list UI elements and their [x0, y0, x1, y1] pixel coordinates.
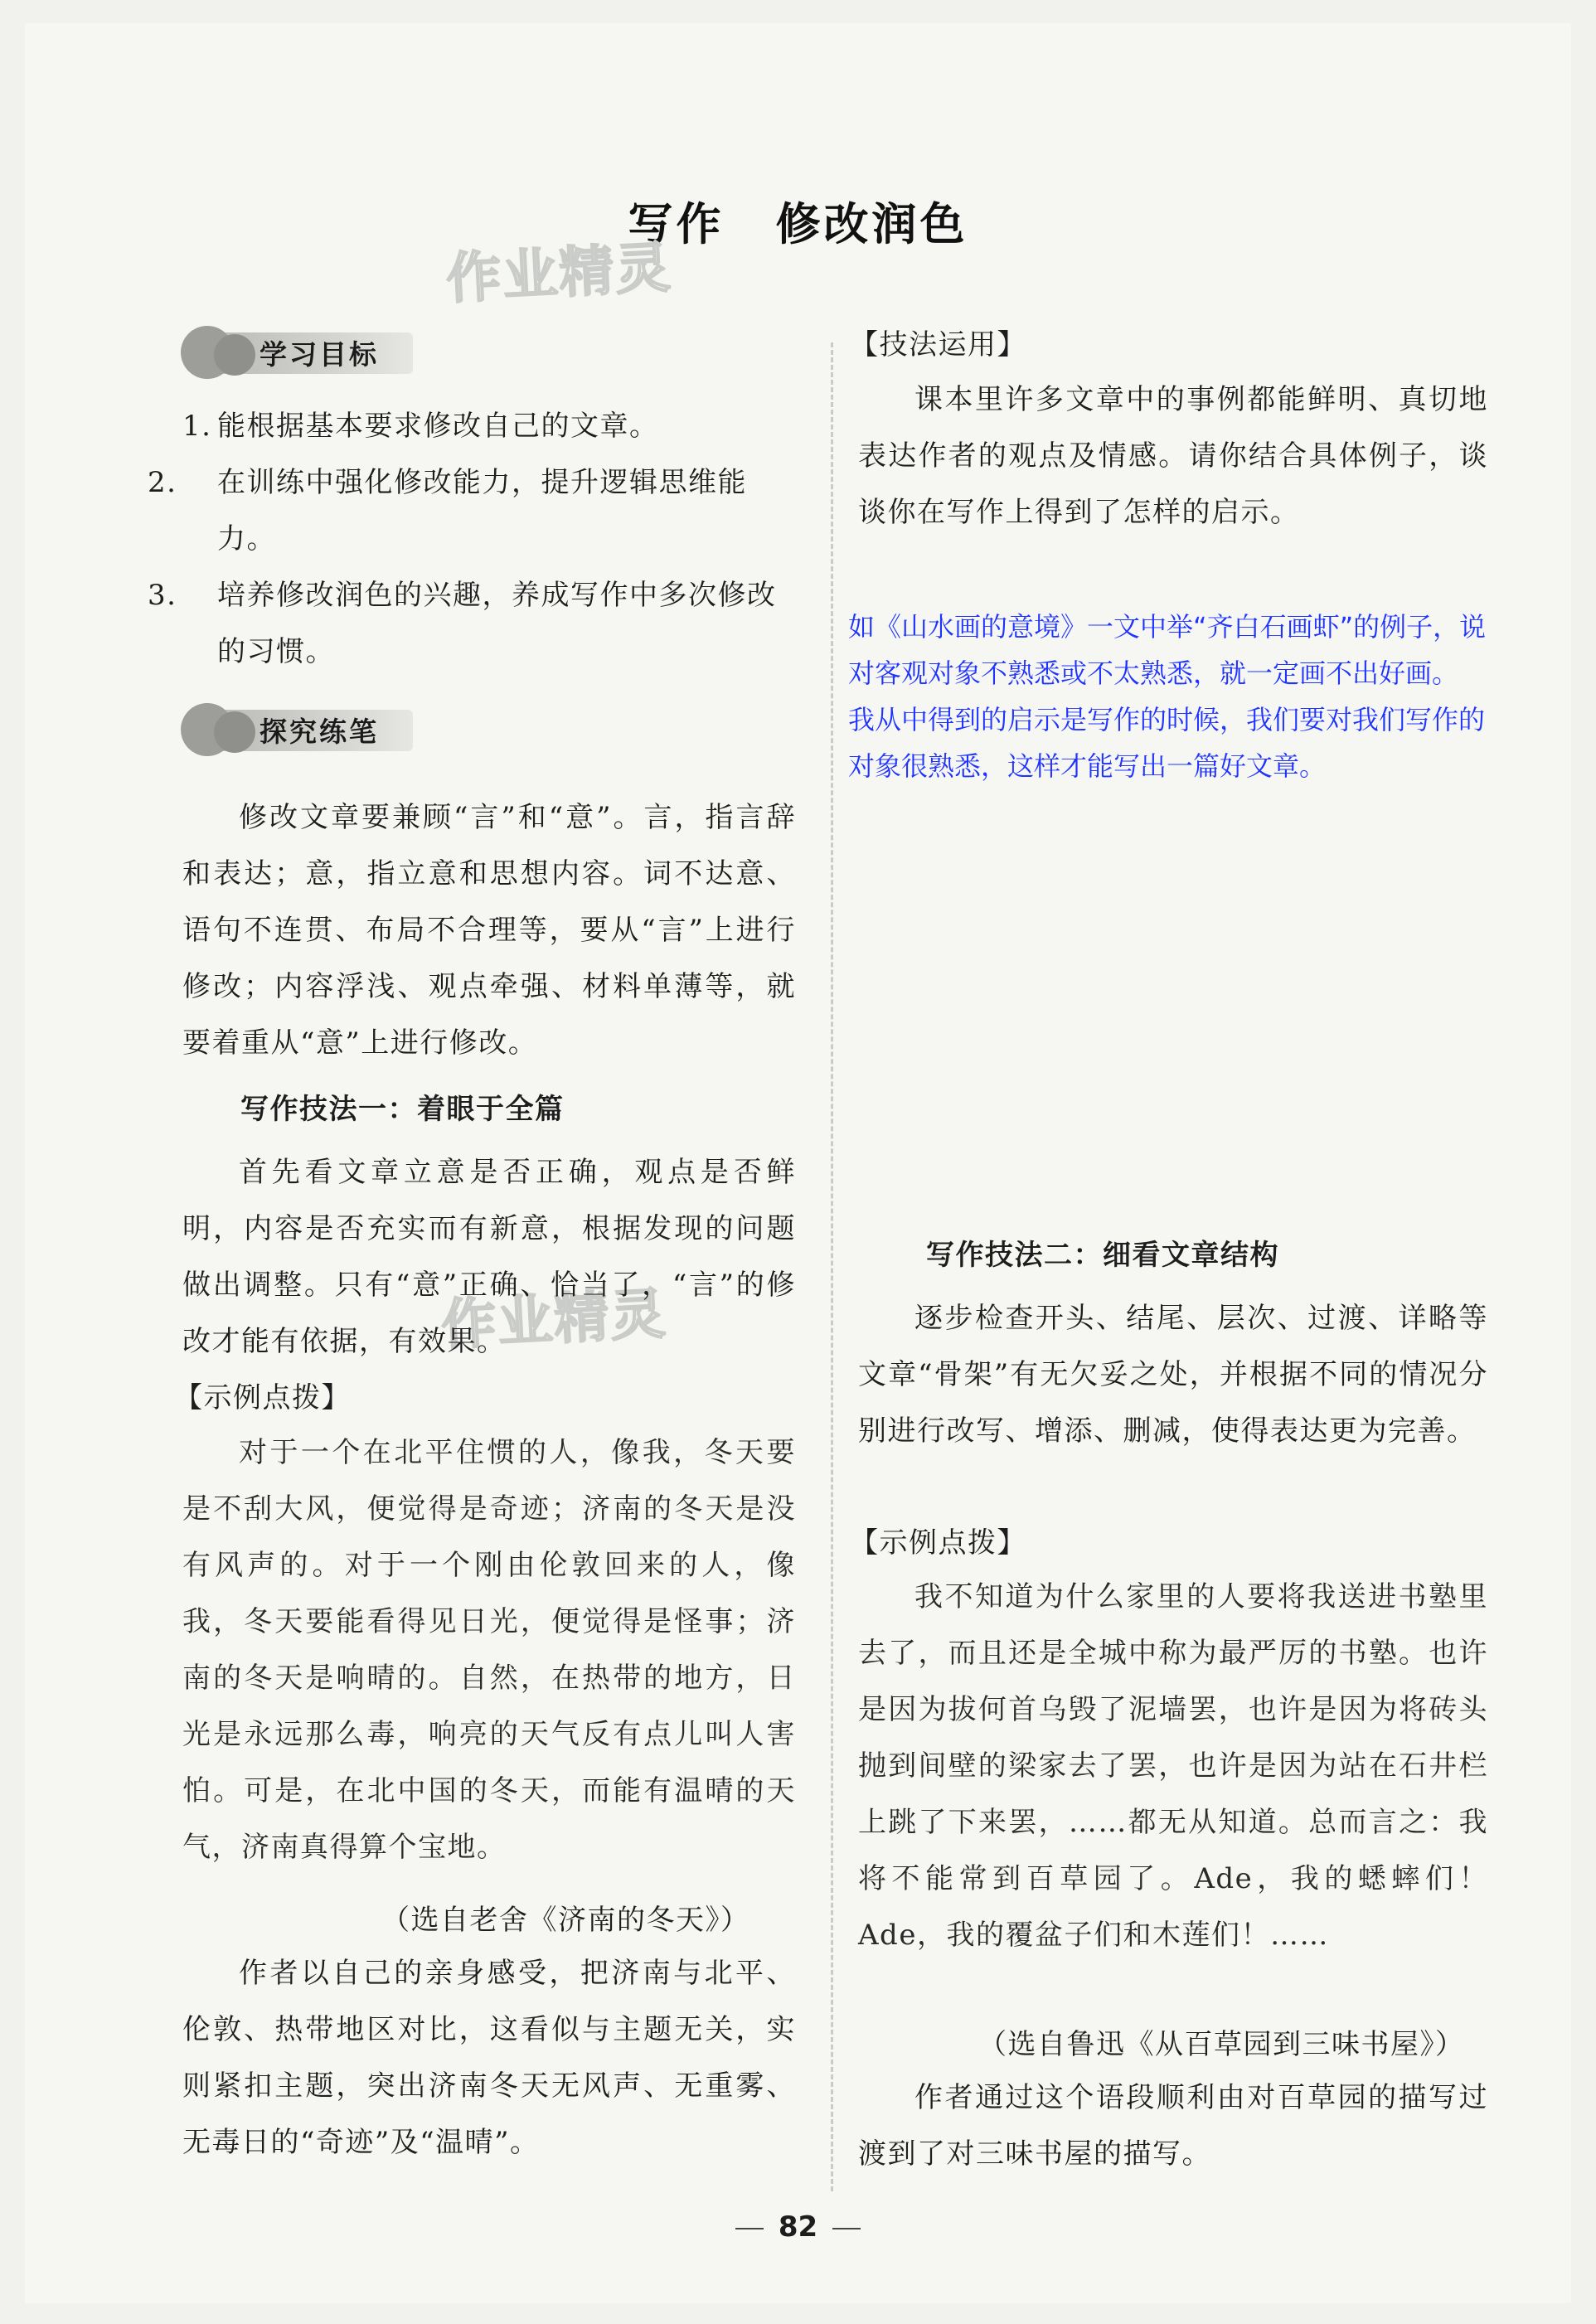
goals-badge-label: 学习目标	[260, 337, 379, 371]
answer-line-1: 如《山水画的意境》一文中举“齐白石画虾”的例子，说	[848, 611, 1487, 643]
goal-item-3: 3. 培养修改润色的兴趣，养成写作中多次修改的习惯。	[148, 579, 777, 668]
left-column	[148, 23, 804, 2303]
apply-label: 【技法运用】	[850, 328, 1026, 361]
explore-badge-label: 探究练笔	[260, 715, 379, 748]
analysis-left: 作者以自己的亲身感受，把济南与北平、伦敦、热带地区对比，这看似与主题无关，实则紧扣主题，突出济南冬天无风声、无重雾、无毒日的“奇迹”及“温晴”。	[182, 1957, 796, 2159]
page-number	[25, 2210, 1571, 2244]
watermark-top: 作业精灵	[444, 235, 674, 312]
title-part2: 修改润色	[775, 198, 968, 250]
example-source-left: （选自老舍《济南的冬天》）	[381, 1904, 750, 1937]
example-label-left: 【示例点拨】	[174, 1381, 351, 1414]
answer-line-3: 我从中得到的启示是写作的时候，我们要对我们写作的	[848, 704, 1486, 735]
goals-badge	[181, 326, 429, 379]
analysis-right: 作者通过这个语段顺利由对百草园的描写过渡到了对三味书屋的描写。	[858, 2081, 1488, 2171]
page-sheet	[25, 23, 1571, 2303]
intro-paragraph: 修改文章要兼顾“言”和“意”。言，指言辞和表达；意，指立意和思想内容。词不达意、语句不连贯、布局不合理等，要从“言”上进行修改；内容浮浅、观点牵强、材料单薄等，就要着重从“意”上进行修改。	[182, 801, 796, 1060]
answer-line-2: 对客观对象不熟悉或不太熟悉，就一定画不出好画。	[848, 657, 1459, 689]
technique1-title: 写作技法一：着眼于全篇	[240, 1093, 565, 1126]
column-divider	[831, 342, 833, 2191]
right-column	[850, 23, 1497, 2303]
handwritten-answer	[848, 604, 1596, 789]
goal-item-1: 1. 能根据基本要求修改自己的文章。	[182, 410, 659, 443]
example-text-left: 对于一个在北平住惯的人，像我，冬天要是不刮大风，便觉得是奇迹；济南的冬天是没有风声的。对于一个刚由伦敦回来的人，像我，冬天要能看得见日光，便觉得是怪事；济南的冬天是响晴的。自然，在热带的地方，日光是永远那么毒，响亮的天气反有点儿叫人害怕。可是，在北中国的冬天，而能有温晴的天气，济南真得算个宝地。	[182, 1436, 796, 1864]
technique2-paragraph: 逐步检查开头、结尾、层次、过渡、详略等文章“骨架”有无欠妥之处，并根据不同的情况分别进行改写、增添、删减，使得表达更为完善。	[858, 1302, 1488, 1448]
technique2-title: 写作技法二：细看文章结构	[926, 1239, 1279, 1272]
example-text-right: 我不知道为什么家里的人要将我送进书塾里去了，而且还是全城中称为最严厉的书塾。也许是因为拔何首乌毁了泥墙罢，也许是因为将砖头抛到间壁的梁家去了罢，也许是因为站在石井栏上跳了下来罢，……都无从知道。总而言之：我将不能常到百草园了。Ade，我的蟋蟀们！Ade，我的覆盆子们和木莲们！……	[858, 1580, 1488, 1952]
explore-badge	[181, 703, 429, 756]
title-part1: 写作	[628, 198, 725, 250]
apply-paragraph: 课本里许多文章中的事例都能鲜明、真切地表达作者的观点及情感。请你结合具体例子，谈谈你在写作上得到了怎样的启示。	[858, 383, 1488, 529]
page-number-value: 82	[778, 2210, 818, 2244]
example-label-right: 【示例点拨】	[850, 1526, 1026, 1560]
example-source-right: （选自鲁迅《从百草园到三味书屋》）	[978, 2028, 1465, 2061]
goal-item-2: 2. 在训练中强化修改能力，提升逻辑思维能力。	[148, 466, 747, 556]
technique1-paragraph: 首先看文章立意是否正确，观点是否鲜明，内容是否充实而有新意，根据发现的问题做出调整。只有“意”正确、恰当了，“言”的修改才能有依据，有效果。	[182, 1156, 796, 1358]
watermark-middle: 作业精灵	[439, 1281, 669, 1358]
answer-line-4: 对象很熟悉，这样才能写出一篇好文章。	[848, 750, 1327, 782]
